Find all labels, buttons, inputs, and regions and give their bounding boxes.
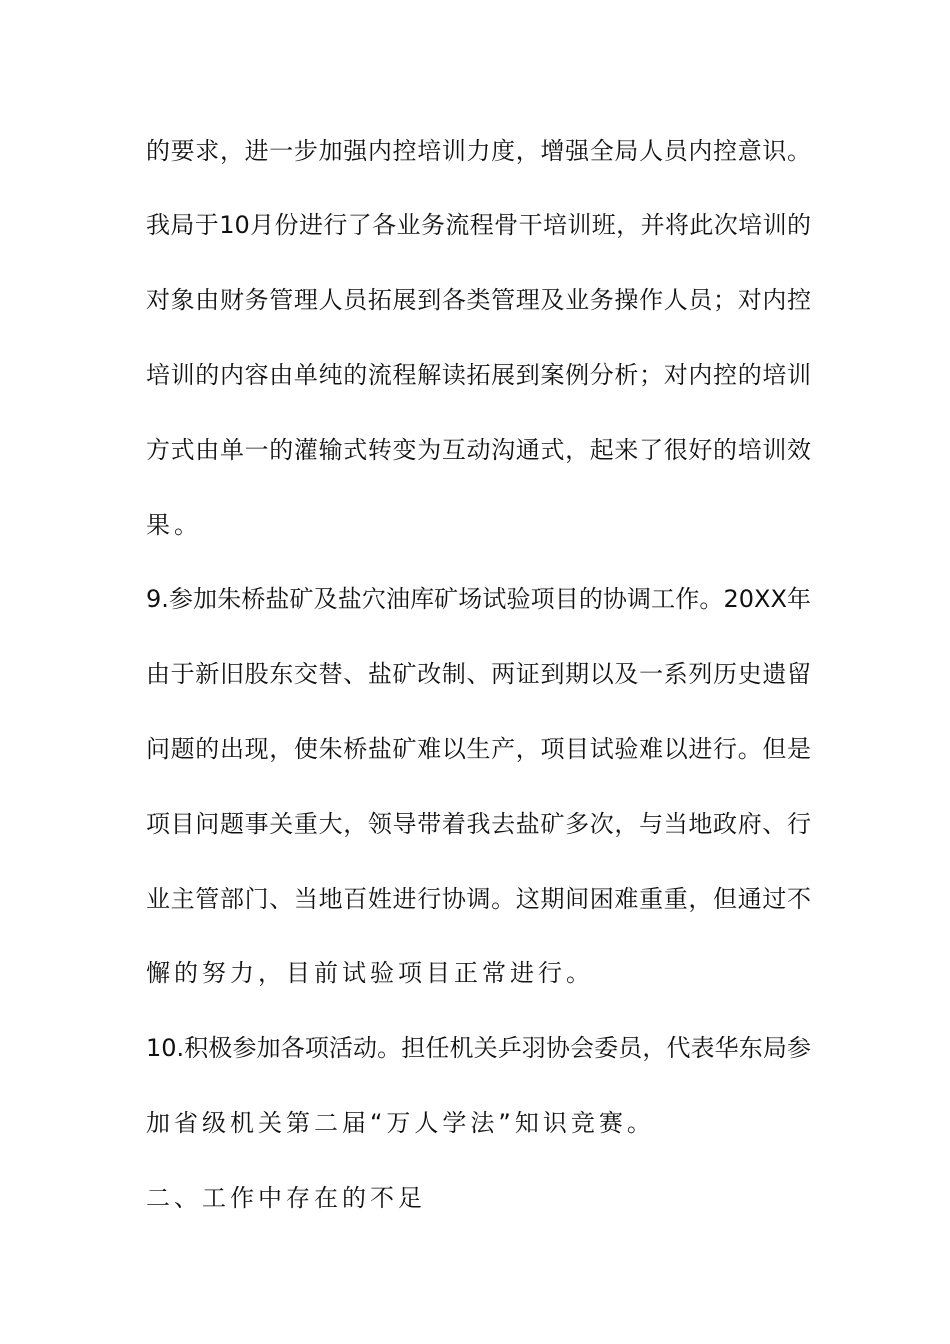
section-heading: 二、工作中存在的不足: [146, 1184, 426, 1212]
text-line: 的要求，进一步加强内控培训力度，增强全局人员内控意识。: [146, 137, 811, 165]
text-line: 对象由财务管理人员拓展到各类管理及业务操作人员；对内控: [146, 286, 811, 314]
text-line: 10.积极参加各项活动。担任机关乒羽协会委员，代表华东局参: [146, 1034, 811, 1062]
text-line: 果。: [146, 511, 202, 539]
text-line: 由于新旧股东交替、盐矿改制、两证到期以及一系列历史遗留: [146, 660, 811, 688]
text-line: 培训的内容由单纯的流程解读拓展到案例分析；对内控的培训: [146, 361, 811, 389]
text-line: 加省级机关第二届“万人学法”知识竞赛。: [146, 1109, 655, 1137]
text-line: 业主管部门、当地百姓进行协调。这期间困难重重，但通过不: [146, 885, 811, 913]
text-line: 问题的出现，使朱桥盐矿难以生产，项目试验难以进行。但是: [146, 735, 811, 763]
text-line: 方式由单一的灌输式转变为互动沟通式，起来了很好的培训效: [146, 436, 811, 464]
text-line: 懈的努力，目前试验项目正常进行。: [146, 959, 594, 987]
text-line: 项目问题事关重大，领导带着我去盐矿多次，与当地政府、行: [146, 810, 811, 838]
text-line: 9.参加朱桥盐矿及盐穴油库矿场试验项目的协调工作。20XX年: [146, 585, 811, 613]
text-line: 我局于10月份进行了各业务流程骨干培训班，并将此次培训的: [146, 211, 811, 239]
